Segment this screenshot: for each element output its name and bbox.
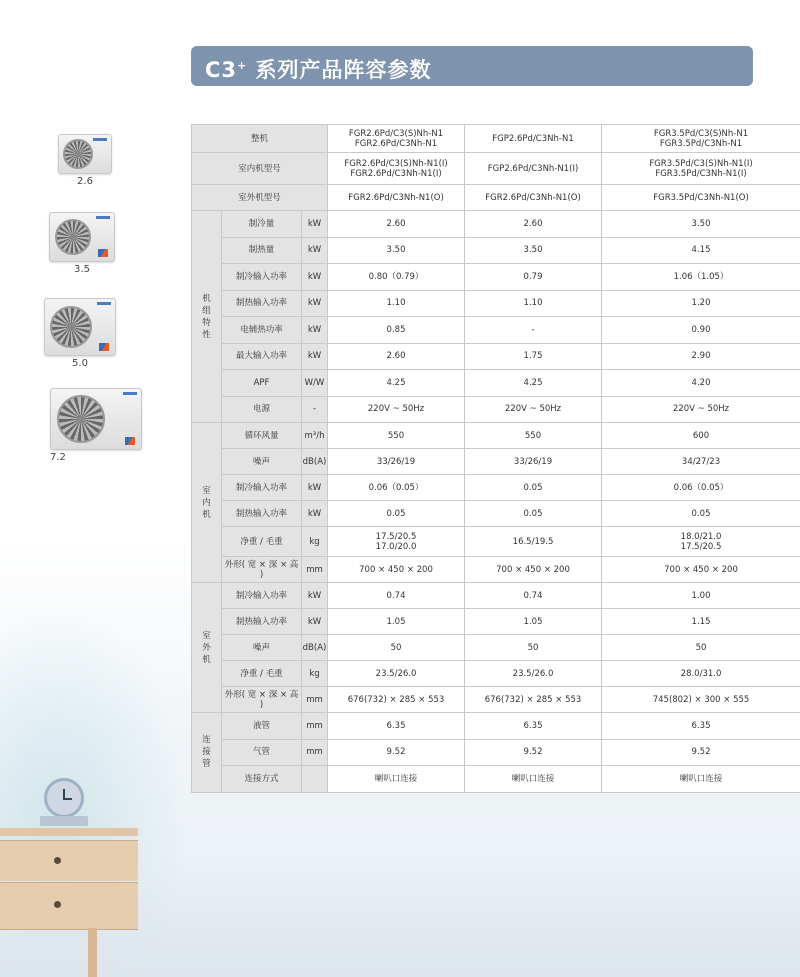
row-unit: kW bbox=[302, 609, 328, 635]
row-label: APF bbox=[222, 370, 302, 397]
table-cell: 2.60 bbox=[328, 343, 465, 370]
decor-stripe bbox=[98, 249, 108, 257]
table-row-model bbox=[192, 125, 800, 153]
table-cell: 220V ~ 50Hz bbox=[602, 396, 800, 423]
table-row bbox=[192, 739, 800, 766]
table-row bbox=[192, 766, 800, 793]
group-label-text: 连接管 bbox=[202, 735, 211, 770]
row-unit: dB(A) bbox=[302, 449, 328, 475]
table-cell: 1.20 bbox=[602, 290, 800, 317]
unit-label: 2.6 bbox=[77, 176, 93, 187]
table-row bbox=[192, 557, 800, 583]
table-cell: 23.5/26.0 bbox=[465, 661, 602, 687]
table-cell bbox=[465, 125, 602, 153]
row-unit: mm bbox=[302, 557, 328, 583]
title-main: C3 bbox=[205, 58, 238, 82]
table-cell: 0.05 bbox=[465, 475, 602, 501]
row-unit: mm bbox=[302, 687, 328, 713]
row-label: 制热输入功率 bbox=[222, 501, 302, 527]
row-label: 室内机型号 bbox=[192, 153, 328, 185]
cell-text: FGR3.5Pd/C3Nh-N1(O) bbox=[653, 192, 749, 203]
table-cell: 0.90 bbox=[602, 317, 800, 344]
clock-icon bbox=[44, 778, 84, 818]
row-label: 室外机型号 bbox=[192, 185, 328, 211]
row-unit: mm bbox=[302, 739, 328, 766]
row-label: 噪声 bbox=[222, 449, 302, 475]
table-row bbox=[192, 211, 800, 238]
row-unit: m³/h bbox=[302, 423, 328, 449]
table-cell: 喇叭口连接 bbox=[602, 766, 800, 793]
table-row bbox=[192, 264, 800, 291]
table-row bbox=[192, 370, 800, 397]
brand-logo bbox=[97, 302, 111, 305]
table-cell bbox=[602, 153, 800, 185]
row-label: 净重 / 毛重 bbox=[222, 527, 302, 557]
table-cell: 0.06（0.05） bbox=[328, 475, 465, 501]
fan-icon bbox=[50, 306, 92, 348]
table-cell: 0.06（0.05） bbox=[602, 475, 800, 501]
cell-text: FGR2.6Pd/C3Nh-N1(O) bbox=[485, 192, 581, 203]
row-label: 噪声 bbox=[222, 635, 302, 661]
table-cell: 0.79 bbox=[465, 264, 602, 291]
table-cell: 6.35 bbox=[328, 713, 465, 740]
row-label: 制冷输入功率 bbox=[222, 583, 302, 609]
table-cell: 0.05 bbox=[465, 501, 602, 527]
spec-table bbox=[191, 124, 800, 793]
table-cell: 0.74 bbox=[465, 583, 602, 609]
row-label: 净重 / 毛重 bbox=[222, 661, 302, 687]
group-label-text: 室内机 bbox=[202, 485, 211, 520]
row-unit: kW bbox=[302, 264, 328, 291]
unit-thumb-5-0 bbox=[40, 298, 120, 369]
cell-text: FGP2.6Pd/C3Nh-N1(I) bbox=[487, 163, 579, 174]
table-cell: 2.60 bbox=[328, 211, 465, 238]
table-cell: 6.35 bbox=[465, 713, 602, 740]
table-cell: 50 bbox=[465, 635, 602, 661]
table-row bbox=[192, 475, 800, 501]
row-label: 连接方式 bbox=[222, 766, 302, 793]
table-cell: 550 bbox=[465, 423, 602, 449]
table-cell: 喇叭口连接 bbox=[465, 766, 602, 793]
table-cell: 220V ~ 50Hz bbox=[328, 396, 465, 423]
table-cell: 1.05 bbox=[328, 609, 465, 635]
table-row bbox=[192, 501, 800, 527]
table-cell: 6.35 bbox=[602, 713, 800, 740]
outdoor-unit-image bbox=[49, 212, 115, 262]
table-cell: 0.05 bbox=[602, 501, 800, 527]
row-unit: kW bbox=[302, 475, 328, 501]
table-cell: 18.0/21.0 17.5/20.5 bbox=[602, 527, 800, 557]
table-cell bbox=[328, 125, 465, 153]
table-cell: - bbox=[465, 317, 602, 344]
table-cell: 9.52 bbox=[602, 739, 800, 766]
decor-stripe bbox=[99, 343, 109, 351]
outdoor-unit-image bbox=[58, 134, 112, 174]
brand-logo bbox=[93, 138, 107, 141]
table-row bbox=[192, 661, 800, 687]
row-label: 最大输入功率 bbox=[222, 343, 302, 370]
group-label-text: 机组特性 bbox=[202, 293, 211, 340]
unit-thumb-3-5 bbox=[42, 212, 122, 275]
table-row bbox=[192, 423, 800, 449]
table-cell: 4.25 bbox=[465, 370, 602, 397]
table-cell: 1.15 bbox=[602, 609, 800, 635]
table-cell: 4.25 bbox=[328, 370, 465, 397]
row-label: 制冷输入功率 bbox=[222, 264, 302, 291]
row-unit: kW bbox=[302, 583, 328, 609]
outdoor-unit-image bbox=[50, 388, 142, 450]
table-cell: 50 bbox=[602, 635, 800, 661]
table-row bbox=[192, 290, 800, 317]
unit-label: 5.0 bbox=[72, 358, 88, 369]
table-cell: 3.50 bbox=[465, 237, 602, 264]
table-row bbox=[192, 343, 800, 370]
row-unit: - bbox=[302, 396, 328, 423]
table-row bbox=[192, 449, 800, 475]
row-label: 制冷输入功率 bbox=[222, 475, 302, 501]
unit-thumb-7-2 bbox=[50, 388, 130, 463]
table-cell: 50 bbox=[328, 635, 465, 661]
table-cell: 1.00 bbox=[602, 583, 800, 609]
brand-logo bbox=[123, 392, 137, 395]
row-label: 液管 bbox=[222, 713, 302, 740]
row-unit: kg bbox=[302, 661, 328, 687]
cell-text: FGR2.6Pd/C3Nh-N1(O) bbox=[348, 192, 444, 203]
group-label bbox=[192, 713, 222, 793]
table-row bbox=[192, 396, 800, 423]
table-cell: 3.50 bbox=[328, 237, 465, 264]
table-row bbox=[192, 609, 800, 635]
table-row-outdoor-model bbox=[192, 185, 800, 211]
table-cell: 33/26/19 bbox=[328, 449, 465, 475]
row-label: 气管 bbox=[222, 739, 302, 766]
fan-icon bbox=[57, 395, 105, 443]
table-cell bbox=[602, 185, 800, 211]
row-label: 制热输入功率 bbox=[222, 290, 302, 317]
table-cell bbox=[465, 153, 602, 185]
table-cell bbox=[602, 125, 800, 153]
row-unit: kW bbox=[302, 290, 328, 317]
fan-icon bbox=[63, 139, 93, 169]
table-cell: 4.15 bbox=[602, 237, 800, 264]
row-unit: kW bbox=[302, 211, 328, 238]
table-cell: 1.10 bbox=[328, 290, 465, 317]
row-unit: kW bbox=[302, 317, 328, 344]
table-row bbox=[192, 527, 800, 557]
unit-label: 7.2 bbox=[50, 452, 66, 463]
cell-text: FGR2.6Pd/C3(S)Nh-N1 FGR2.6Pd/C3Nh-N1 bbox=[348, 128, 444, 149]
table-cell: 4.20 bbox=[602, 370, 800, 397]
cell-text: FGR3.5Pd/C3(S)Nh-N1(I) FGR3.5Pd/C3Nh-N1(I) bbox=[649, 158, 753, 179]
table-cell: 676(732) × 285 × 553 bbox=[465, 687, 602, 713]
clock-base bbox=[40, 816, 88, 826]
row-unit: kW bbox=[302, 237, 328, 264]
unit-label: 3.5 bbox=[74, 264, 90, 275]
group-label bbox=[192, 211, 222, 423]
row-label: 外形( 宽 × 深 × 高 ) bbox=[222, 557, 302, 583]
table-cell bbox=[465, 185, 602, 211]
row-label: 电源 bbox=[222, 396, 302, 423]
table-cell: 0.85 bbox=[328, 317, 465, 344]
table-cell: 9.52 bbox=[465, 739, 602, 766]
table-cell: 1.75 bbox=[465, 343, 602, 370]
outdoor-unit-image bbox=[44, 298, 116, 356]
row-label: 制冷量 bbox=[222, 211, 302, 238]
row-unit: kW bbox=[302, 343, 328, 370]
cell-text: FGR2.6Pd/C3(S)Nh-N1(I) FGR2.6Pd/C3Nh-N1(I) bbox=[344, 158, 448, 179]
decor-stripe bbox=[125, 437, 135, 445]
cell-text: FGP2.6Pd/C3Nh-N1 bbox=[492, 133, 574, 144]
table-row bbox=[192, 713, 800, 740]
row-label: 整机 bbox=[192, 125, 328, 153]
table-cell: 9.52 bbox=[328, 739, 465, 766]
table-cell: 17.5/20.5 17.0/20.0 bbox=[328, 527, 465, 557]
table-cell: 700 × 450 × 200 bbox=[465, 557, 602, 583]
table-cell: 676(732) × 285 × 553 bbox=[328, 687, 465, 713]
table-cell bbox=[328, 185, 465, 211]
table-cell: 220V ~ 50Hz bbox=[465, 396, 602, 423]
table-cell: 550 bbox=[328, 423, 465, 449]
table-cell: 1.06（1.05） bbox=[602, 264, 800, 291]
row-label: 电辅热功率 bbox=[222, 317, 302, 344]
table-row bbox=[192, 237, 800, 264]
table-cell: 喇叭口连接 bbox=[328, 766, 465, 793]
group-label-text: 室外机 bbox=[202, 630, 211, 665]
row-unit: W/W bbox=[302, 370, 328, 397]
row-unit bbox=[302, 766, 328, 793]
table-cell: 600 bbox=[602, 423, 800, 449]
group-label bbox=[192, 583, 222, 713]
table-cell: 1.10 bbox=[465, 290, 602, 317]
row-label: 制热量 bbox=[222, 237, 302, 264]
table-row-indoor-model bbox=[192, 153, 800, 185]
table-cell: 700 × 450 × 200 bbox=[328, 557, 465, 583]
table-cell bbox=[328, 153, 465, 185]
row-label: 制热输入功率 bbox=[222, 609, 302, 635]
brand-logo bbox=[96, 216, 110, 219]
table-cell: 0.80（0.79） bbox=[328, 264, 465, 291]
table-cell: 2.60 bbox=[465, 211, 602, 238]
unit-thumb-2-6 bbox=[45, 134, 125, 187]
table-cell: 16.5/19.5 bbox=[465, 527, 602, 557]
table-row bbox=[192, 635, 800, 661]
row-label: 循环风量 bbox=[222, 423, 302, 449]
table-cell: 23.5/26.0 bbox=[328, 661, 465, 687]
table-cell: 33/26/19 bbox=[465, 449, 602, 475]
table-cell: 34/27/23 bbox=[602, 449, 800, 475]
table-cell: 745(802) × 300 × 555 bbox=[602, 687, 800, 713]
table-cell: 3.50 bbox=[602, 211, 800, 238]
row-unit: mm bbox=[302, 713, 328, 740]
row-label: 外形( 宽 × 深 × 高 ) bbox=[222, 687, 302, 713]
row-unit: kW bbox=[302, 501, 328, 527]
table-cell: 2.90 bbox=[602, 343, 800, 370]
row-unit: kg bbox=[302, 527, 328, 557]
page-title bbox=[191, 46, 753, 86]
cell-text: FGR3.5Pd/C3(S)Nh-N1 FGR3.5Pd/C3Nh-N1 bbox=[653, 128, 749, 149]
group-label bbox=[192, 423, 222, 583]
row-unit: dB(A) bbox=[302, 635, 328, 661]
table-cell: 1.05 bbox=[465, 609, 602, 635]
cabinet-decoration bbox=[0, 828, 138, 977]
table-cell: 0.74 bbox=[328, 583, 465, 609]
title-sup: + bbox=[237, 59, 248, 72]
table-cell: 28.0/31.0 bbox=[602, 661, 800, 687]
title-suffix: 系列产品阵容参数 bbox=[247, 58, 432, 82]
fan-icon bbox=[55, 219, 91, 255]
table-row bbox=[192, 687, 800, 713]
table-cell: 700 × 450 × 200 bbox=[602, 557, 800, 583]
table-row bbox=[192, 317, 800, 344]
table-row bbox=[192, 583, 800, 609]
table-cell: 0.05 bbox=[328, 501, 465, 527]
